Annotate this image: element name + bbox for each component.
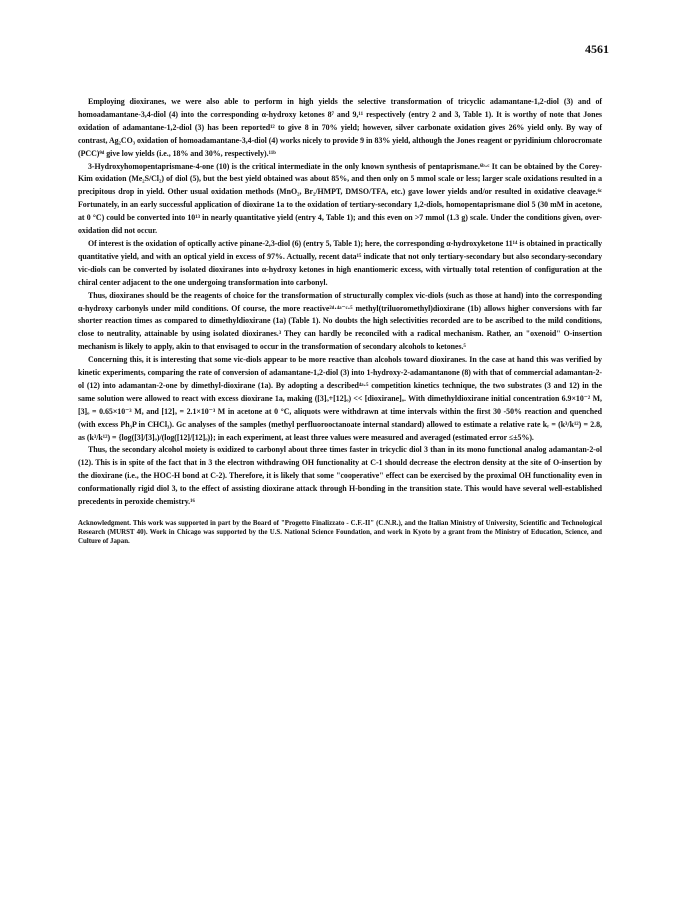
article-body	[78, 96, 602, 554]
paragraph-5: Concerning this, it is interesting that some vic-diols appear to be more reactive than alcohols toward dioxiranes. In the case at hand this was verified by kinetic experiments, comparing the rate of conversion of adamantane-1,2-diol (3) into 1-hydroxy-2-adamantanone (8) with that of commercial adamantan-2-ol (12) into adamantan-2-one by dimethyl-dioxirane (1a). By adopting a described⁴ᵃ·⁵ competition kinetics technique, the two substrates (3 and 12) in the same solution were allowed to react with excess dioxirane 1a, making ([3]ₒ+[12]ₒ) << [dioxirane]ₒ. With dimethyldioxirane initial concentration 6.9×10⁻² M, [3]ₒ = 0.65×10⁻³ M, and [12]ₒ = 2.1×10⁻³ M in acetone at 0 °C, aliquots were withdrawn at time intervals within the first 30 -50% reaction and quenched (with excess Ph₃P in CHCl₃). Gc analyses of the samples (methyl perfluorooctanoate internal standard) allowed to estimate a relative rate kᵣ = (k³/k¹²) = 2.8, as (k³/k¹²) = {log([3]/[3]ₒ)/(log([12]/[12]ₒ)}; in each experiment, at least three values were measured and averaged (estimated error ≤±5%).	[78, 355, 602, 442]
page-number: 4561	[585, 42, 609, 56]
acknowledgment-label: Acknowledgment.	[78, 520, 132, 527]
paragraph-4: Thus, dioxiranes should be the reagents of choice for the transformation of structurally complex vic-diols (such as those at hand) into the corresponding α-hydroxy carbonyls under mild conditions. Of course, the more reactive²ᵈ·⁴ᵃ⁻ᶜ·⁵ methyl(triluoromethyl)dioxirane (1b) allows higher conversions with far shorter reaction times as compared to dimethyldioxirane (1a) (Table 1). No doubts the high selectivities recorded are to be ascribed to the mild conditions, close to neutrality, attainable by using isolated dioxiranes.³ They can hardly be reconciled with a radical mechanism. Rather, an "oxenoid" O-insertion mechanism is likely to apply, akin to that envisaged to occur in the transformation of secondary alcohols to ketones.⁵	[78, 290, 602, 352]
acknowledgment-text: This work was supported in part by the Board of "Progetto Finalizzato - C.F.-II" (C.N.R.), and the Italian Ministry of University, Scientific and Technological Research (MURST 40). Work in Chicago was supported by the U.S. National Science Foundation, and work in Kyoto by a grant from the Ministry of Education, Science, and Culture of Japan.	[78, 520, 602, 546]
acknowledgment	[78, 519, 602, 547]
paragraph-6: Thus, the secondary alcohol moiety is oxidized to carbonyl about three times faster in tricyclic diol 3 than in its mono functional analog adamantan-2-ol (12). This is in spite of the fact that in 3 the electron withdrawing OH functionality at C-1 should decrease the electron density at the site of O-insertion by the dioxirane (i.e., the HOC-H bond at C-2). Therefore, it is likely that some "cooperative" effect can be exercised by the proximal OH functionality even in conformationally rigid diol 3, to the effect of assisting dioxirane attack through H-bonding in the transition state. This would have several well-established precedents in peroxide chemistry.¹⁶	[78, 445, 602, 507]
paragraph-2: 3-Hydroxyhomopentaprismane-4-one (10) is the critical intermediate in the only known synthesis of pentaprismane.⁶ᵇ·ᶜ It can be obtained by the Corey-Kim oxidation (Me₂S/Cl₂) of diol (5), but the best yield obtained was about 85%, and then only on 5 mmol scale or less; larger scale oxidations resulted in a precipitous drop in yield. Other usual oxidation methods (MnO₂, Br₂/HMPT, DMSO/TFA, etc.) gave lower yields and/or resulted in oxidative cleavage.⁶ᶜ Fortunately, in an early successful application of dioxirane 1a to the oxidation of tertiary-secondary 1,2-diols, homopentaprismane diol 5 (30 mM in acetone, at 0 °C) could be converted into 10¹³ in nearly quantitative yield (entry 4, Table 1); and this even on >7 mmol (1.3 g) scale. Under the conditions given, over-oxidation did not occur.	[78, 161, 602, 236]
paragraph-1: Employing dioxiranes, we were also able to perform in high yields the selective transformation of tricyclic adamantane-1,2-diol (3) and of homoadamantane-3,4-diol (4) into the corresponding α-hydroxy ketones 8⁷ and 9,¹¹ respectively (entry 2 and 3, Table 1). It is worthy of note that Jones oxidation of adamantane-1,2-diol (3) has been reported¹² to give 8 in 70% yield; however, silver carbonate oxidation gives 26% yield only. By way of contrast, Ag₂CO₃ oxidation of homoadamantane-3,4-diol (4) works nicely to provide 9 in 83% yield, although the Jones reagent or pyridinium chlorocromate (PCC)⁹ᵈ give low yields (i.e., 18% and 30%, respectively).¹¹ᵇ	[78, 97, 602, 158]
paragraph-3: Of interest is the oxidation of optically active pinane-2,3-diol (6) (entry 5, Table 1); here, the corresponding α-hydroxyketone 11¹⁴ is obtained in practically quantitative yield, and with an optical yield in excess of 97%. Actually, recent data¹⁵ indicate that not only tertiary-secondary but also secondary-secondary vic-diols can be converted by isolated dioxiranes into α-hydroxy ketones in high enantiomeric excess, with virtually total retention of configuration at the chiral center adjacent to the one undergoing transformation into carbonyl.	[78, 238, 602, 287]
